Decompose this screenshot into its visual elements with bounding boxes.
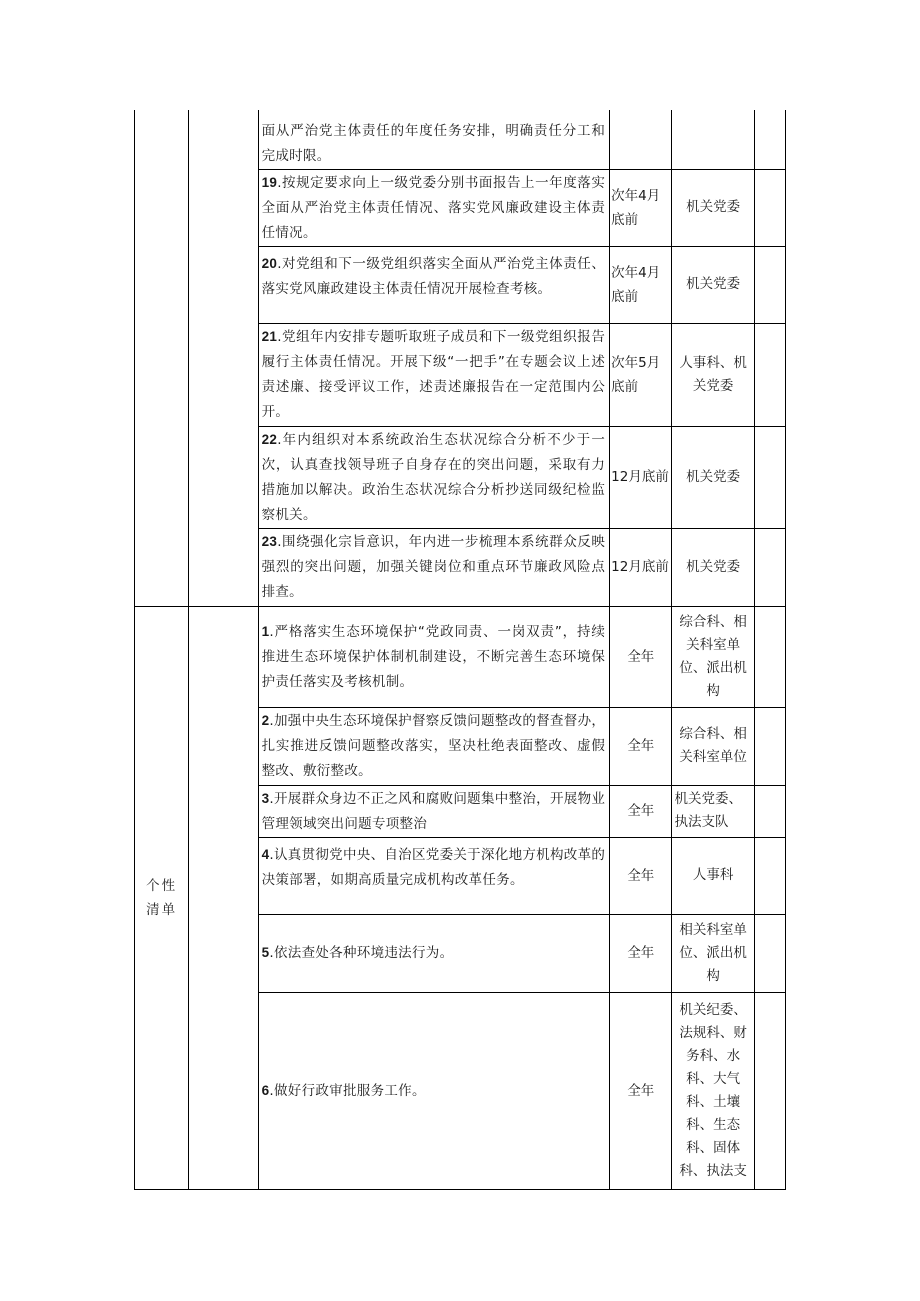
task-text: .认真贯彻党中央、自治区党委关于深化地方机构改革的决策部署，如期高质量完成机构改革任务。 [261, 846, 606, 888]
task-number: 19 [261, 174, 278, 190]
note-cell [754, 528, 785, 606]
note-cell [754, 169, 785, 246]
note-cell [754, 837, 785, 914]
task-cell [258, 246, 610, 323]
dept-cell: 机关纪委、法规科、财务科、水科、大气科、土壤科、生态科、固体科、执法支 [672, 992, 754, 1189]
task-text: .严格落实生态环境保护“党政同责、一岗双责”，持续推进生态环境保护体制机制建设，不断完善生态环境保护责任落实及考核机制。 [261, 623, 606, 690]
task-text: .年内组织对本系统政治生态状况综合分析不少于一次，认真查找领导班子自身存在的突出问题，采取有力措施加以解决。政治生态状况综合分析抄送同级纪检监察机关。 [261, 431, 606, 523]
category-label: 个性清单 [146, 877, 178, 918]
task-cell [258, 914, 610, 992]
task-table [134, 110, 786, 1190]
dept-cell: 综合科、相关科室单位、派出机构 [672, 606, 754, 707]
dept-cell: 人事科 [672, 837, 754, 914]
time-cell: 全年 [610, 837, 672, 914]
dept-cell: 机关党委 [672, 426, 754, 528]
task-number: 1 [261, 623, 270, 639]
task-text: .开展群众身边不正之风和腐败问题集中整治，开展物业管理领域突出问题专项整治 [261, 790, 606, 832]
task-cell [258, 606, 610, 707]
task-cell [258, 323, 610, 426]
task-text: .对党组和下一级党组织落实全面从严治党主体责任、落实党风廉政建设主体责任情况开展检查考核。 [261, 255, 606, 297]
time-cell: 全年 [610, 785, 672, 837]
note-cell [754, 785, 785, 837]
task-text: .按规定要求向上一级党委分别书面报告上一年度落实全面从严治党主体责任情况、落实党风廉政建设主体责任情况。 [261, 174, 606, 241]
task-number: 23 [261, 534, 278, 549]
table-row [135, 606, 786, 707]
task-text: .依法查处各种环境违法行为。 [269, 945, 454, 961]
task-number: 2 [261, 713, 270, 728]
note-cell [754, 606, 785, 707]
task-number: 3 [261, 790, 270, 806]
task-cell [258, 426, 610, 528]
task-number: 22 [261, 431, 278, 447]
task-text: .做好行政审批服务工作。 [269, 1082, 426, 1099]
task-number: 5 [261, 945, 270, 960]
task-text: .加强中央生态环境保护督察反馈问题整改的督查督办，扎实推进反馈问题整改落实，坚决杜绝表面整改、虚假整改、敷衍整改。 [261, 713, 606, 779]
task-cell [258, 785, 610, 837]
task-number: 21 [261, 329, 278, 344]
time-cell: 次年5月底前 [610, 323, 672, 426]
time-cell: 全年 [610, 992, 672, 1189]
time-cell [610, 110, 672, 169]
dept-cell: 机关党委 [672, 169, 754, 246]
dept-cell: 机关党委、执法支队 [672, 785, 754, 837]
category-cell [135, 606, 189, 1189]
note-cell [754, 426, 785, 528]
note-cell [754, 992, 785, 1189]
dept-cell: 人事科、机关党委 [672, 323, 754, 426]
subcategory-cell-empty [189, 606, 258, 1189]
time-cell: 12月底前 [610, 426, 672, 528]
task-number: 4 [261, 846, 270, 862]
time-cell: 次年4月底前 [610, 169, 672, 246]
note-cell [754, 707, 785, 785]
time-cell: 全年 [610, 914, 672, 992]
time-cell: 12月底前 [610, 528, 672, 606]
dept-cell: 机关党委 [672, 528, 754, 606]
time-cell: 全年 [610, 606, 672, 707]
task-number: 20 [261, 255, 278, 271]
time-cell: 次年4月底前 [610, 246, 672, 323]
note-cell [754, 246, 785, 323]
task-cell [258, 169, 610, 246]
task-cell [258, 528, 610, 606]
task-cell [258, 110, 610, 169]
dept-cell: 机关党委 [672, 246, 754, 323]
category-cell-empty [135, 110, 189, 606]
task-cell [258, 837, 610, 914]
task-cell [258, 707, 610, 785]
task-text: .党组年内安排专题听取班子成员和下一级党组织报告履行主体责任情况。开展下级“一把手”在专题会议上述责述廉、接受评议工作，述责述廉报告在一定范围内公开。 [261, 329, 606, 420]
subcategory-cell-empty [189, 110, 258, 606]
time-cell: 全年 [610, 707, 672, 785]
task-text: .围绕强化宗旨意识，年内进一步梳理本系统群众反映强烈的突出问题，加强关键岗位和重点环节廉政风险点排查。 [261, 534, 606, 600]
task-cell [258, 992, 610, 1189]
note-cell [754, 323, 785, 426]
table-row [135, 110, 786, 169]
dept-cell: 相关科室单位、派出机构 [672, 914, 754, 992]
note-cell [754, 110, 785, 169]
task-text: 面从严治党主体责任的年度任务安排，明确责任分工和完成时限。 [261, 122, 606, 164]
note-cell [754, 914, 785, 992]
task-number: 6 [261, 1082, 270, 1098]
dept-cell [672, 110, 754, 169]
dept-cell: 综合科、相关科室单位 [672, 707, 754, 785]
